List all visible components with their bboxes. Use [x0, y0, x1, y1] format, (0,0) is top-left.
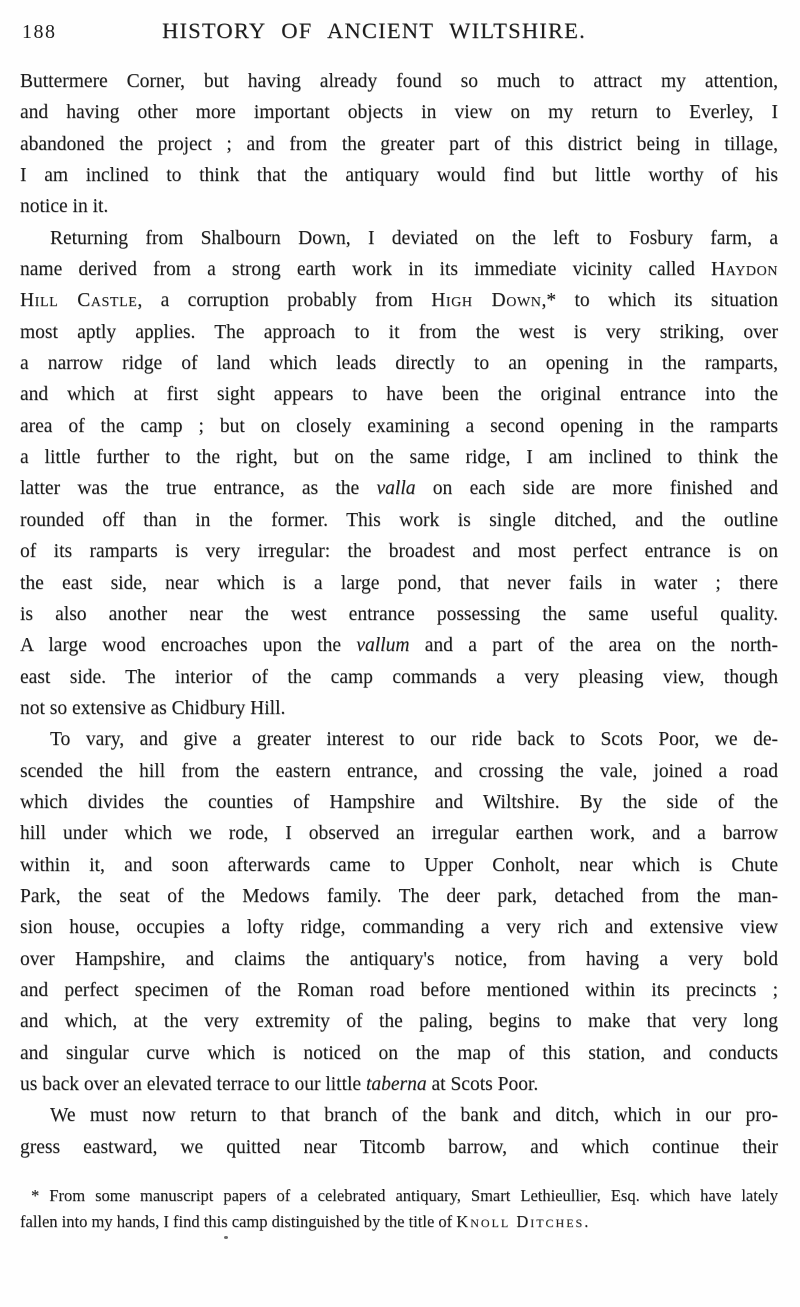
- text-line: [20, 223, 778, 254]
- text-line: [20, 473, 778, 504]
- text-line: [20, 379, 778, 410]
- text-line: [20, 944, 778, 975]
- text-segment: area of the camp ; but on closely examining a second opening in the ramparts: [20, 415, 778, 437]
- text-segment: hill under which we rode, I observed an irregular earthen work, and a barrow: [20, 823, 778, 845]
- text-line: [20, 693, 778, 724]
- text-segment: gress eastward, we quitted near Titcomb barrow, and which continue their: [20, 1136, 778, 1158]
- text-line: [20, 254, 778, 285]
- text-segment: and which at first sight appears to have been the original entrance into the: [20, 384, 778, 406]
- text-line: [20, 568, 778, 599]
- text-line: [20, 975, 778, 1006]
- text-segment: which divides the counties of Hampshire and Wiltshire. By the side of the: [20, 791, 778, 813]
- smallcaps-text: Haydon: [711, 259, 778, 281]
- text-line: [20, 191, 778, 222]
- paragraph: [20, 66, 778, 223]
- text-segment: and singular curve which is noticed on the map of this station, and conducts: [20, 1042, 778, 1064]
- text-line: [20, 160, 778, 191]
- text-segment: abandoned the project ; and from the greater part of this district being in tillage,: [20, 133, 778, 155]
- text-segment: not so extensive as Chidbury Hill.: [20, 697, 286, 719]
- text-segment: and perfect specimen of the Roman road before mentioned within its precincts ;: [20, 979, 778, 1001]
- text-line: [20, 724, 778, 755]
- text-segment: and which, at the very extremity of the paling, begins to make that very long: [20, 1011, 778, 1033]
- text-segment: A large wood encroaches upon the: [20, 635, 357, 657]
- text-line: [20, 1006, 778, 1037]
- text-line: [20, 662, 778, 693]
- text-line: [20, 411, 778, 442]
- running-title: HISTORY OF ANCIENT WILTSHIRE.: [162, 18, 586, 43]
- text-segment: latter was the true entrance, as the: [20, 478, 377, 500]
- text-segment: .: [584, 1212, 589, 1231]
- text-segment: on each side are more finished and: [415, 478, 778, 500]
- smallcaps-text: Knoll Ditches: [456, 1212, 585, 1231]
- text-segment: To vary, and give a greater interest to our ride back to Scots Poor, we de-: [50, 729, 778, 751]
- smallcaps-text: Hill Castle: [20, 290, 138, 312]
- text-segment: Park, the seat of the Medows family. The deer park, detached from the man-: [20, 885, 778, 907]
- text-segment: the east side, near which is a large pond, that never fails in water ; there: [20, 572, 778, 594]
- text-line: [20, 317, 778, 348]
- text-segment: is also another near the west entrance possessing the same useful quality.: [20, 603, 778, 625]
- text-line: [20, 285, 778, 316]
- text-segment: and having other more important objects in view on my return to Everley, I: [20, 102, 778, 124]
- text-line: [20, 1100, 778, 1131]
- text-line: [20, 756, 778, 787]
- italic-text: vallum: [356, 635, 410, 657]
- text-segment: I am inclined to think that the antiquary would find but little worthy of his: [20, 165, 778, 187]
- text-line: [20, 442, 778, 473]
- text-line: [20, 1209, 778, 1235]
- smallcaps-text: High Down: [431, 290, 542, 312]
- page-number: 188: [22, 21, 57, 43]
- text-line: [20, 1038, 778, 1069]
- text-segment: east side. The interior of the camp commands a very pleasing view, though: [20, 666, 778, 688]
- body-text: [20, 66, 778, 1163]
- text-segment: fallen into my hands, I find this camp distinguished by the title of: [20, 1212, 457, 1231]
- scan-artifact-speck: [224, 1236, 228, 1239]
- text-line: [20, 1132, 778, 1163]
- text-segment: of its ramparts is very irregular: the broadest and most perfect entrance is on: [20, 541, 778, 563]
- text-segment: over Hampshire, and claims the antiquary's notice, from having a very bold: [20, 948, 778, 970]
- paragraph: [20, 1100, 778, 1163]
- text-segment: us back over an elevated terrace to our little: [20, 1074, 366, 1095]
- text-line: [20, 881, 778, 912]
- text-segment: , a corruption probably from: [137, 290, 432, 312]
- text-segment: ,* to which its situation: [541, 290, 778, 312]
- text-segment: most aptly applies. The approach to it from the west is very striking, over: [20, 321, 778, 343]
- text-segment: a little further to the right, but on the same ridge, I am inclined to think the: [20, 447, 778, 469]
- text-line: [20, 97, 778, 128]
- text-line: [20, 850, 778, 881]
- text-line: [20, 818, 778, 849]
- paragraph: [20, 223, 778, 725]
- italic-text: valla: [376, 478, 416, 500]
- text-line: [20, 505, 778, 536]
- text-segment: sion house, occupies a lofty ridge, commanding a very rich and extensive view: [20, 917, 778, 939]
- text-line: [20, 536, 778, 567]
- text-line: [20, 66, 778, 97]
- text-segment: We must now return to that branch of the bank and ditch, which in our pro-: [50, 1105, 778, 1127]
- text-line: [20, 912, 778, 943]
- text-segment: scended the hill from the eastern entrance, and crossing the vale, joined a road: [20, 760, 778, 782]
- text-segment: Buttermere Corner, but having already found so much to attract my attention,: [20, 71, 778, 92]
- text-segment: name derived from a strong earth work in its immediate vicinity called: [20, 259, 712, 281]
- text-line: [20, 1069, 778, 1100]
- page-header: [0, 16, 800, 50]
- text-segment: and a part of the area on the north-: [409, 635, 779, 657]
- paragraph: [20, 724, 778, 1100]
- italic-text: taberna: [365, 1074, 427, 1095]
- footnote: [20, 1183, 778, 1235]
- text-segment: within it, and soon afterwards came to Upper Conholt, near which is Chute: [20, 854, 778, 876]
- text-segment: at Scots Poor.: [426, 1074, 539, 1095]
- text-line: [20, 599, 778, 630]
- text-line: [20, 129, 778, 160]
- text-line: [20, 787, 778, 818]
- text-line: [20, 1183, 778, 1209]
- text-line: [20, 348, 778, 379]
- text-segment: notice in it.: [20, 196, 109, 218]
- text-segment: a narrow ridge of land which leads directly to an opening in the ramparts,: [20, 353, 778, 375]
- text-segment: * From some manuscript papers of a celebrated antiquary, Smart Lethieullier, Esq. which have lately: [31, 1186, 778, 1205]
- text-segment: Returning from Shalbourn Down, I deviated on the left to Fosbury farm, a: [50, 227, 778, 249]
- text-line: [20, 630, 778, 661]
- text-segment: rounded off than in the former. This work is single ditched, and the outline: [20, 509, 778, 531]
